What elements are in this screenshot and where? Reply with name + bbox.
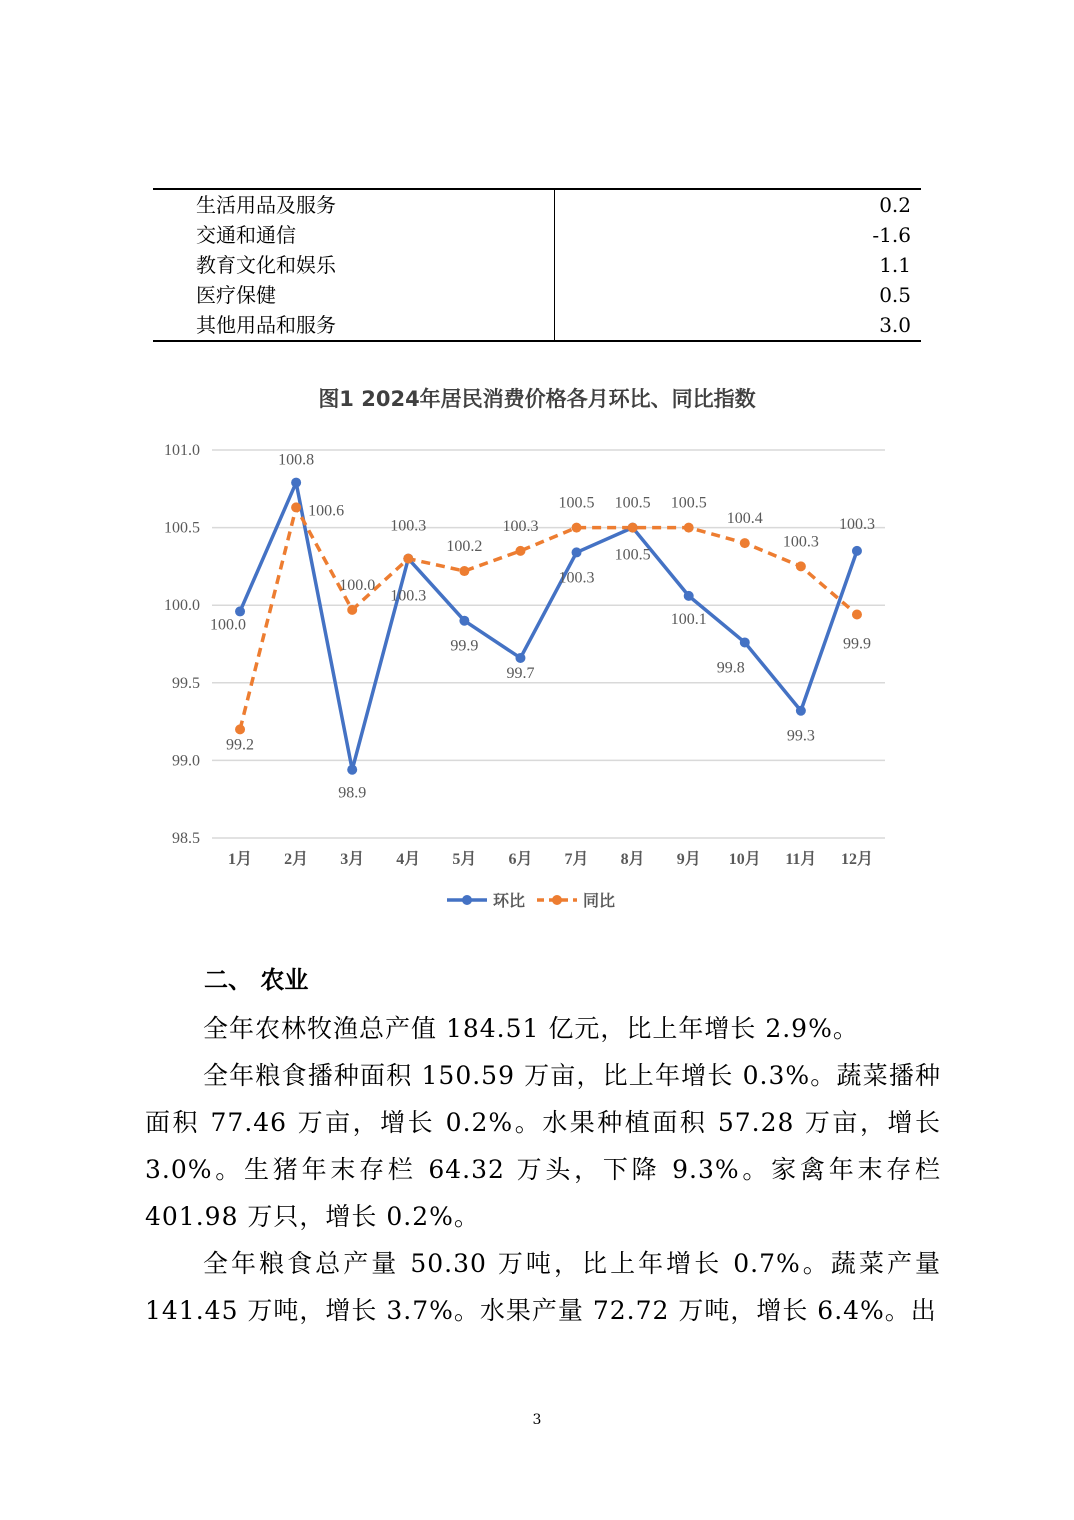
x-tick-label: 1月 xyxy=(228,851,253,868)
data-label-mom: 100.3 xyxy=(390,517,427,535)
data-label-mom: 100.8 xyxy=(278,451,315,469)
data-label-yoy: 100.3 xyxy=(782,533,819,551)
cpi-category-table xyxy=(153,188,921,342)
table-value-cell: 0.5 xyxy=(879,283,911,307)
table-value-cell: 1.1 xyxy=(879,253,911,277)
data-label-mom: 99.3 xyxy=(786,727,815,745)
table-category-cell: 医疗保健 xyxy=(153,280,555,310)
cpi-line-chart xyxy=(150,430,910,920)
data-label-mom: 100.3 xyxy=(558,569,595,587)
legend-label: 同比 xyxy=(583,893,616,910)
table-category-cell: 生活用品及服务 xyxy=(153,189,555,220)
table-value-cell: 3.0 xyxy=(879,313,911,337)
data-label-yoy: 100.5 xyxy=(558,494,595,512)
table-category-cell: 交通和通信 xyxy=(153,220,555,250)
data-point-mom xyxy=(740,637,750,647)
y-tick-label: 99.5 xyxy=(172,674,200,692)
paragraph-production: 全年粮食总产量 50.30 万吨，比上年增长 0.7%。蔬菜产量 141.45 万吨，增长 3.7%。水果产量 72.72 万吨，增长 6.4%。出 xyxy=(145,1249,941,1325)
data-point-yoy xyxy=(572,523,582,533)
data-point-yoy xyxy=(403,554,413,564)
data-label-mom: 100.3 xyxy=(838,515,875,533)
table-value-cell: -1.6 xyxy=(872,223,911,247)
data-point-yoy xyxy=(628,523,638,533)
y-tick-label: 99.0 xyxy=(172,752,200,770)
data-point-yoy xyxy=(684,523,694,533)
data-label-mom: 100.0 xyxy=(210,616,247,634)
x-tick-label: 12月 xyxy=(840,851,873,868)
data-point-mom xyxy=(852,546,862,556)
legend-marker xyxy=(552,895,562,905)
data-point-mom xyxy=(796,706,806,716)
table-value-cell: 0.2 xyxy=(879,193,911,217)
series-line-mom xyxy=(240,483,857,770)
data-point-yoy xyxy=(347,605,357,615)
data-point-mom xyxy=(515,653,525,663)
data-label-yoy: 100.2 xyxy=(446,538,483,556)
x-tick-label: 5月 xyxy=(452,851,477,868)
data-label-yoy: 100.4 xyxy=(726,510,763,528)
data-point-yoy xyxy=(852,610,862,620)
x-tick-label: 2月 xyxy=(284,851,309,868)
y-tick-label: 98.5 xyxy=(172,830,200,847)
table-row xyxy=(153,280,921,310)
data-label-yoy: 100.0 xyxy=(339,576,376,594)
data-label-yoy: 100.5 xyxy=(670,494,707,512)
data-point-mom xyxy=(684,591,694,601)
paragraph-total-output: 全年农林牧渔总产值 184.51 亿元，比上年增长 2.9%。 xyxy=(203,1014,859,1043)
data-point-mom xyxy=(347,765,357,775)
data-point-yoy xyxy=(291,502,301,512)
data-point-mom xyxy=(572,547,582,557)
data-label-yoy: 100.3 xyxy=(502,517,539,535)
data-label-mom: 99.9 xyxy=(450,637,479,655)
y-tick-label: 100.5 xyxy=(164,519,200,537)
data-label-mom: 98.9 xyxy=(338,784,367,802)
data-point-yoy xyxy=(235,724,245,734)
x-tick-label: 4月 xyxy=(396,851,421,868)
data-label-yoy: 100.3 xyxy=(390,587,427,605)
data-label-yoy: 100.6 xyxy=(308,502,345,520)
data-point-mom xyxy=(235,606,245,616)
data-label-mom: 99.7 xyxy=(506,664,535,682)
x-tick-label: 8月 xyxy=(620,851,645,868)
x-tick-label: 7月 xyxy=(564,851,589,868)
data-point-yoy xyxy=(740,538,750,548)
data-label-yoy: 100.5 xyxy=(614,494,651,512)
data-label-yoy: 99.9 xyxy=(842,635,871,653)
page-number: 3 xyxy=(532,1412,542,1428)
data-label-yoy: 99.2 xyxy=(226,736,255,754)
series-line-yoy xyxy=(240,507,857,729)
data-point-mom xyxy=(459,616,469,626)
table-category-cell: 其他用品和服务 xyxy=(153,310,555,341)
table-row xyxy=(153,250,921,280)
paragraph-planting-area: 全年粮食播种面积 150.59 万亩，比上年增长 0.3%。蔬菜播种面积 77.46 万亩，增长 0.2%。水果种植面积 57.28 万亩，增长 3.0%。生猪年末存栏 64.32 万头，下降 9.3%。家禽年末存栏 401.98 万只，增长 0.2%。 xyxy=(145,1061,941,1231)
x-tick-label: 6月 xyxy=(508,851,533,868)
data-label-mom: 100.1 xyxy=(670,610,707,628)
x-tick-label: 10月 xyxy=(728,851,761,868)
data-point-yoy xyxy=(459,566,469,576)
data-label-mom: 99.8 xyxy=(716,659,745,677)
legend-label: 环比 xyxy=(493,893,526,910)
table-category-cell: 教育文化和娱乐 xyxy=(153,250,555,280)
data-label-mom: 100.5 xyxy=(614,546,651,564)
y-tick-label: 101.0 xyxy=(164,442,200,459)
data-point-mom xyxy=(291,478,301,488)
x-tick-label: 11月 xyxy=(785,851,817,868)
chart-title: 图1 2024年居民消费价格各月环比、同比指数 xyxy=(318,387,756,411)
x-tick-label: 9月 xyxy=(676,851,701,868)
section-heading: 二、 农业 xyxy=(204,966,309,994)
data-point-yoy xyxy=(796,561,806,571)
table-row xyxy=(153,189,921,220)
table-row xyxy=(153,220,921,250)
x-tick-label: 3月 xyxy=(340,851,365,868)
legend-marker xyxy=(462,895,472,905)
table-row xyxy=(153,310,921,341)
y-tick-label: 100.0 xyxy=(164,597,200,615)
data-point-yoy xyxy=(515,546,525,556)
